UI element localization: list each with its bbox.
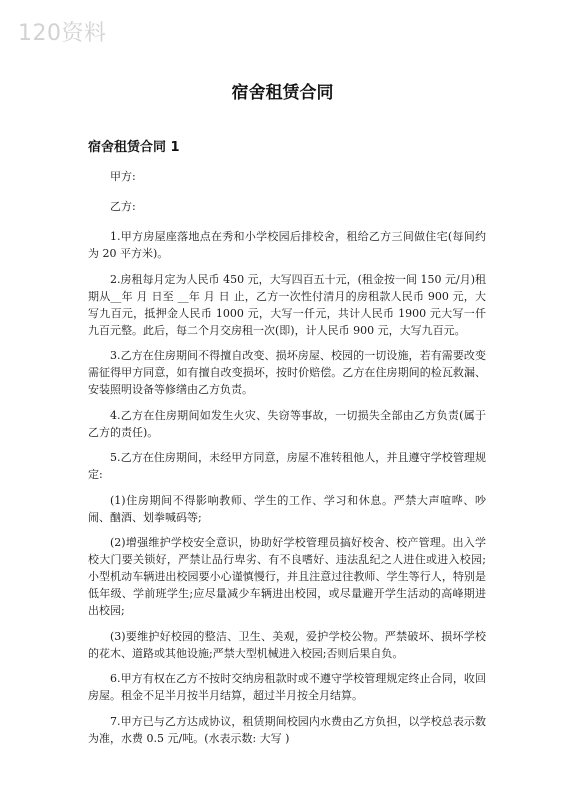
contract-body [88, 168, 486, 755]
clause-5-item-1: (1)住房期间不得影响教师、学生的工作、学习和休息。严禁大声喧哗、吵闹、酗酒、划拳喊码等; [88, 493, 486, 524]
clause-5: 5.乙方在住房期间，未经甲方同意，房屋不准转租他人，并且遵守学校管理规定: [88, 451, 486, 481]
clause-1: 1.甲方房屋座落地点在秀和小学校园后排校舍，租给乙方三间做住宅(每间约为 20 平方米)。 [88, 230, 486, 260]
clause-2: 2.房租每月定为人民币 450 元，大写四百五十元，(租金按一间 150 元/月)租期从__年 月 日至 __年 月 日 止，乙方一次性付清月的房租款人民币 900 元，大写九百元，抵押金人民币 1000 元，大写一仟元，共计人民币 1900 元大写一仟九百元整。此后，每二个月交房租一次(即)，计人民币 900 元，大写九百元。 [88, 272, 486, 337]
section-heading: 宿舍租赁合同 1 [88, 140, 180, 155]
document-title: 宿舍租赁合同 [231, 83, 334, 103]
party-a-line: 甲方: [110, 170, 136, 183]
clause-4: 4.乙方在住房期间如发生火灾、失窃等事故，一切损失全部由乙方负责(属于乙方的责任)。 [88, 408, 486, 439]
clause-5-item-3: (3)要维护好校园的整洁、卫生、美观，爱护学校公物。严禁破坏、损坏学校的花木、道路或其他设施;严禁大型机械进入校园;否则后果自负。 [88, 629, 486, 660]
clause-5-item-2: (2)增强维护学校安全意识，协助好学校管理员搞好校舍、校产管理。出入学校大门要关锁好，严禁让品行卑劣、有不良嗜好、违法乱纪之人进住或进入校园;小型机动车辆进出校园要小心谨慎慢行，并且注意过往教师、学生等行人，特别是低年级、学前班学生;应尽量减少车辆进出校园，或尽量避开学生活动的高峰期进出校园; [88, 536, 486, 617]
clause-7: 7.甲方已与乙方达成协议，租赁期间校园内水费由乙方负担，以学校总表示数为准，水费 0.5 元/吨。(水表示数: 大写 ) [88, 714, 486, 745]
watermark: 120资料 [18, 21, 107, 46]
clause-3: 3.乙方在住房期间不得擅自改变、损坏房屋、校园的一切设施，若有需要改变需征得甲方同意，如有擅自改变损坏，按时价赔偿。乙方在住房期间的检瓦救漏、安装照明设备等修缮由乙方负责。 [88, 349, 486, 396]
clause-6: 6.甲方有权在乙方不按时交纳房租款时或不遵守学校管理规定终止合同，收回房屋。租金不足半月按半月结算，超过半月按全月结算。 [88, 672, 486, 702]
party-b-line: 乙方: [110, 200, 136, 213]
